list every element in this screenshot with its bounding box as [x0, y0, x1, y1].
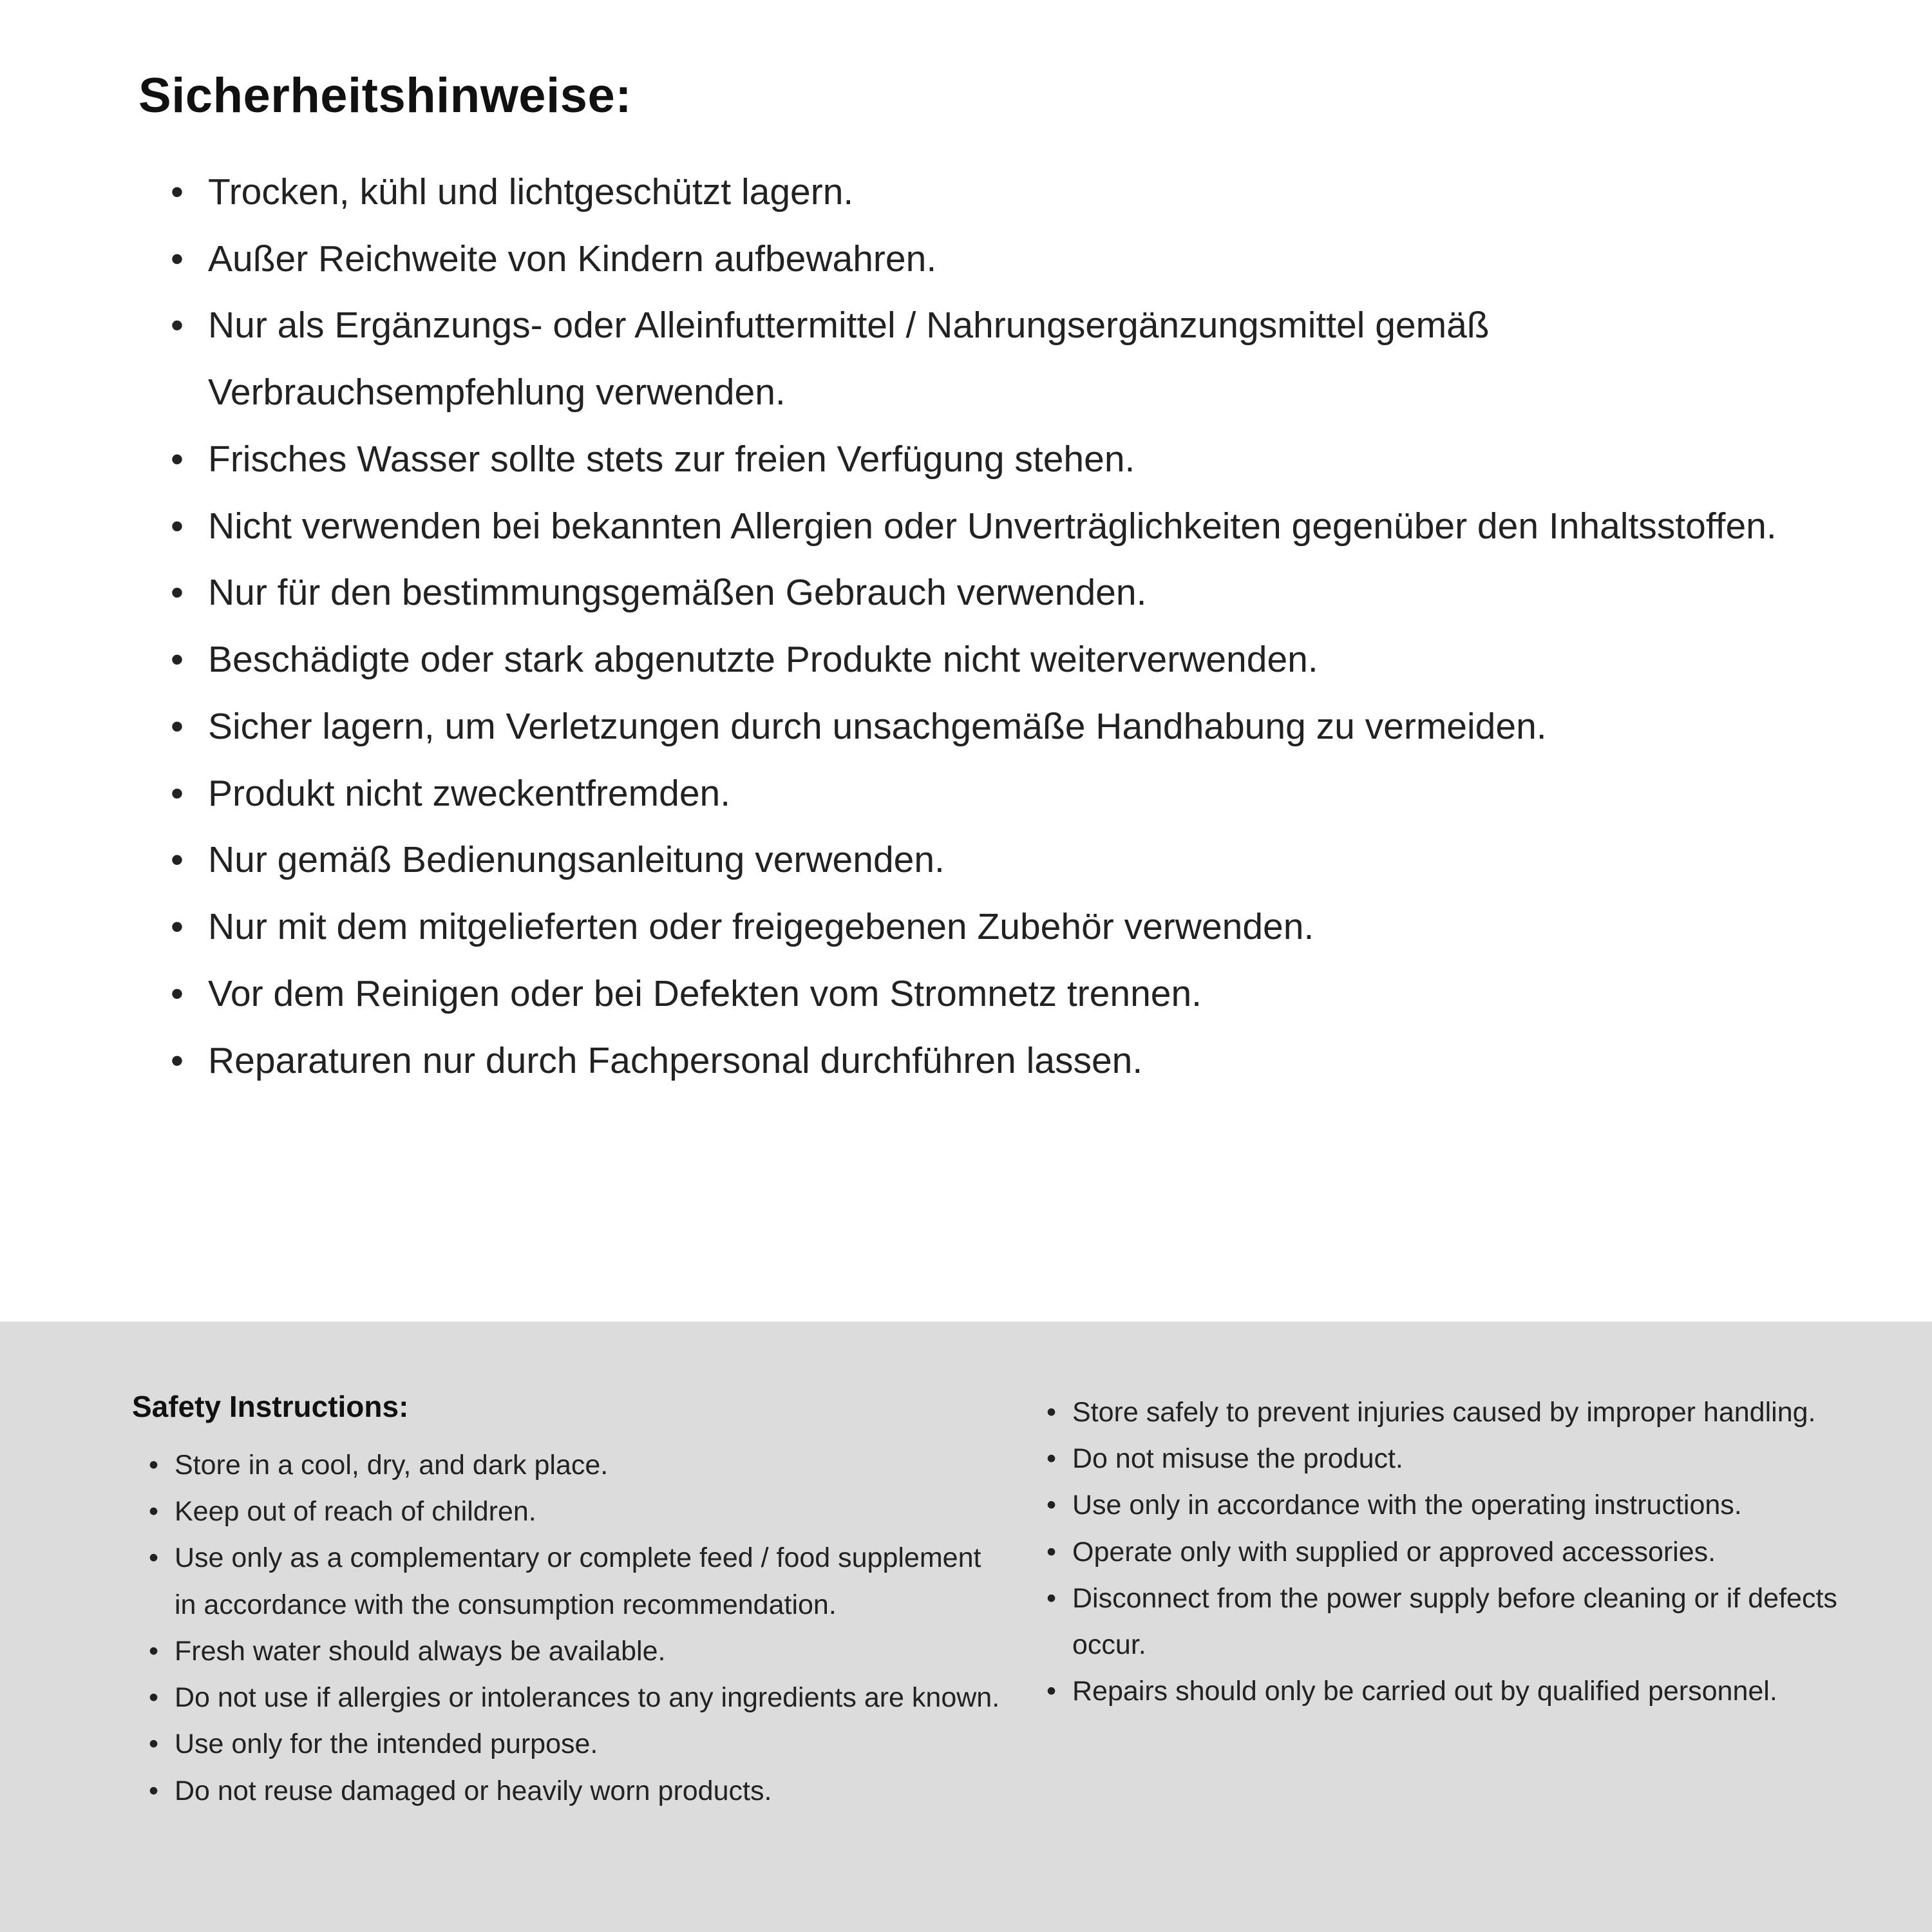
list-item: • Nur für den bestimmungsgemäßen Gebrauch verwenden. [171, 560, 1829, 627]
list-item: • Use only for the intended purpose. [149, 1721, 1005, 1767]
german-heading: Sicherheitshinweise: [138, 68, 632, 123]
list-item: • Repairs should only be carried out by qualified personnel. [1046, 1668, 1855, 1714]
list-item: • Nur gemäß Bedienungsanleitung verwenden. [171, 827, 1829, 894]
list-item: • Trocken, kühl und lichtgeschützt lagern. [171, 159, 1829, 226]
list-item: • Nicht verwenden bei bekannten Allergien oder Unverträglichkeiten gegenüber den Inhaltsstoffen. [171, 493, 1829, 560]
list-item: • Use only in accordance with the operating instructions. [1046, 1482, 1855, 1528]
list-item: • Do not reuse damaged or heavily worn products. [149, 1768, 1005, 1814]
english-left-column [132, 1389, 1046, 1814]
list-item: • Beschädigte oder stark abgenutzte Produkte nicht weiterverwenden. [171, 627, 1829, 694]
list-item: • Frisches Wasser sollte stets zur freien Verfügung stehen. [171, 426, 1829, 493]
english-safety-list-left [149, 1442, 1005, 1814]
english-right-column [1046, 1389, 1855, 1715]
list-item: • Disconnect from the power supply before cleaning or if defects occur. [1046, 1575, 1855, 1668]
english-columns [132, 1389, 1855, 1814]
english-heading: Safety Instructions: [132, 1390, 409, 1423]
list-item: • Fresh water should always be available. [149, 1628, 1005, 1674]
list-item: • Store in a cool, dry, and dark place. [149, 1442, 1005, 1488]
german-safety-list [171, 159, 1829, 1094]
english-safety-section [0, 1321, 1932, 1932]
list-item: • Nur mit dem mitgelieferten oder freigegebenen Zubehör verwenden. [171, 894, 1829, 961]
list-item: • Do not misuse the product. [1046, 1435, 1855, 1482]
list-item: • Vor dem Reinigen oder bei Defekten vom Stromnetz trennen. [171, 961, 1829, 1028]
list-item: • Sicher lagern, um Verletzungen durch unsachgemäße Handhabung zu vermeiden. [171, 694, 1829, 761]
list-item: • Nur als Ergänzungs- oder Alleinfuttermittel / Nahrungsergänzungsmittel gemäß Verbrauchsempfehlung verwenden. [171, 292, 1829, 426]
list-item: • Do not use if allergies or intolerances to any ingredients are known. [149, 1674, 1005, 1721]
list-item: • Operate only with supplied or approved accessories. [1046, 1529, 1855, 1575]
list-item: • Store safely to prevent injuries caused by improper handling. [1046, 1389, 1855, 1435]
english-safety-list-right [1046, 1389, 1855, 1715]
list-item: • Außer Reichweite von Kindern aufbewahren. [171, 226, 1829, 293]
list-item: • Use only as a complementary or complete feed / food supplement in accordance with the consumption recommendation. [149, 1535, 1005, 1627]
list-item: • Reparaturen nur durch Fachpersonal durchführen lassen. [171, 1028, 1829, 1095]
list-item: • Produkt nicht zweckentfremden. [171, 761, 1829, 828]
list-item: • Keep out of reach of children. [149, 1488, 1005, 1535]
